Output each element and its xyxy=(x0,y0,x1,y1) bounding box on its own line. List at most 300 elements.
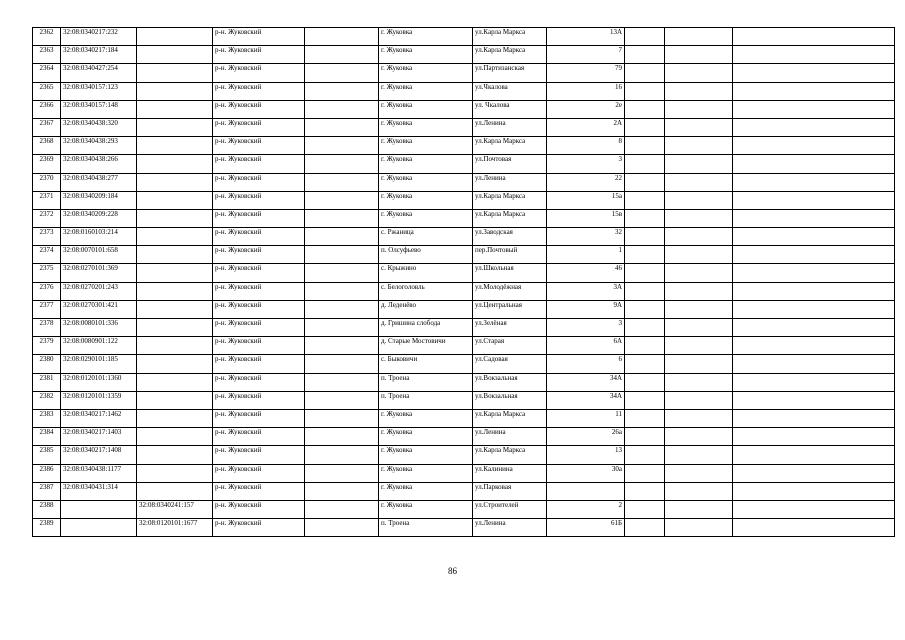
house-number-cell: 3А xyxy=(547,282,625,300)
row-number-cell: 2387 xyxy=(33,482,61,500)
empty-cell xyxy=(733,228,895,246)
district-cell: р-н. Жуковский xyxy=(213,409,305,427)
cadastral-number-cell: 32:08:0270101:369 xyxy=(61,264,137,282)
empty-cell xyxy=(305,300,379,318)
district-cell: р-н. Жуковский xyxy=(213,464,305,482)
empty-cell xyxy=(665,137,733,155)
row-number-cell: 2381 xyxy=(33,373,61,391)
house-number-cell: 6 xyxy=(547,355,625,373)
alt-cadastral-number-cell xyxy=(137,409,213,427)
cadastral-number-cell: 32:08:0340217:1462 xyxy=(61,409,137,427)
empty-cell xyxy=(305,228,379,246)
house-number-cell: 22 xyxy=(547,173,625,191)
district-cell: р-н. Жуковский xyxy=(213,373,305,391)
empty-cell xyxy=(625,337,665,355)
page-number: 86 xyxy=(448,566,457,576)
empty-cell xyxy=(625,82,665,100)
locality-cell: г. Жуковка xyxy=(379,446,473,464)
empty-cell xyxy=(733,82,895,100)
table-row xyxy=(33,228,895,246)
table-row xyxy=(33,100,895,118)
alt-cadastral-number-cell xyxy=(137,464,213,482)
district-cell: р-н. Жуковский xyxy=(213,391,305,409)
house-number-cell: 34А xyxy=(547,391,625,409)
empty-cell xyxy=(733,319,895,337)
locality-cell: г. Жуковка xyxy=(379,100,473,118)
empty-cell xyxy=(665,28,733,46)
row-number-cell: 2370 xyxy=(33,173,61,191)
cadastral-number-cell: 32:08:0160103:214 xyxy=(61,228,137,246)
table-row xyxy=(33,519,895,537)
empty-cell xyxy=(665,228,733,246)
property-registry-table xyxy=(32,27,895,537)
district-cell: р-н. Жуковский xyxy=(213,500,305,518)
house-number-cell: 61Б xyxy=(547,519,625,537)
empty-cell xyxy=(665,319,733,337)
empty-cell xyxy=(305,500,379,518)
empty-cell xyxy=(665,155,733,173)
street-cell: ул.Молодёжная xyxy=(473,282,547,300)
table-row xyxy=(33,137,895,155)
empty-cell xyxy=(733,500,895,518)
empty-cell xyxy=(305,373,379,391)
district-cell: р-н. Жуковский xyxy=(213,173,305,191)
row-number-cell: 2362 xyxy=(33,28,61,46)
alt-cadastral-number-cell xyxy=(137,428,213,446)
empty-cell xyxy=(305,28,379,46)
locality-cell: с. Быковичи xyxy=(379,355,473,373)
district-cell: р-н. Жуковский xyxy=(213,428,305,446)
empty-cell xyxy=(665,264,733,282)
alt-cadastral-number-cell xyxy=(137,82,213,100)
row-number-cell: 2374 xyxy=(33,246,61,264)
locality-cell: г. Жуковка xyxy=(379,64,473,82)
empty-cell xyxy=(733,337,895,355)
table-row xyxy=(33,264,895,282)
street-cell: ул.Старая xyxy=(473,337,547,355)
row-number-cell: 2384 xyxy=(33,428,61,446)
locality-cell: д. Леденёво xyxy=(379,300,473,318)
house-number-cell xyxy=(547,482,625,500)
row-number-cell: 2376 xyxy=(33,282,61,300)
locality-cell: г. Жуковка xyxy=(379,173,473,191)
row-number-cell: 2375 xyxy=(33,264,61,282)
table-row xyxy=(33,464,895,482)
empty-cell xyxy=(665,519,733,537)
alt-cadastral-number-cell xyxy=(137,282,213,300)
empty-cell xyxy=(305,409,379,427)
empty-cell xyxy=(305,337,379,355)
empty-cell xyxy=(665,64,733,82)
cadastral-number-cell: 32:08:0340209:228 xyxy=(61,209,137,227)
empty-cell xyxy=(733,282,895,300)
empty-cell xyxy=(305,82,379,100)
house-number-cell: 30а xyxy=(547,464,625,482)
empty-cell xyxy=(665,209,733,227)
table-row xyxy=(33,246,895,264)
street-cell: ул.Школьная xyxy=(473,264,547,282)
empty-cell xyxy=(625,409,665,427)
empty-cell xyxy=(625,482,665,500)
empty-cell xyxy=(305,155,379,173)
locality-cell: п. Троена xyxy=(379,391,473,409)
cadastral-number-cell: 32:08:0340217:1408 xyxy=(61,446,137,464)
alt-cadastral-number-cell: 32:08:0340241:157 xyxy=(137,500,213,518)
locality-cell: г. Жуковка xyxy=(379,28,473,46)
empty-cell xyxy=(665,82,733,100)
street-cell: ул.Зелёная xyxy=(473,319,547,337)
district-cell: р-н. Жуковский xyxy=(213,446,305,464)
district-cell: р-н. Жуковский xyxy=(213,264,305,282)
district-cell: р-н. Жуковский xyxy=(213,246,305,264)
empty-cell xyxy=(305,428,379,446)
table-row xyxy=(33,155,895,173)
empty-cell xyxy=(665,191,733,209)
empty-cell xyxy=(305,46,379,64)
empty-cell xyxy=(733,446,895,464)
table-body xyxy=(33,28,895,537)
row-number-cell: 2363 xyxy=(33,46,61,64)
cadastral-number-cell: 32:08:0340217:232 xyxy=(61,28,137,46)
cadastral-number-cell: 32:08:0120101:1360 xyxy=(61,373,137,391)
street-cell: ул.Карла Маркса xyxy=(473,46,547,64)
empty-cell xyxy=(625,464,665,482)
table-row xyxy=(33,28,895,46)
street-cell: ул.Заводская xyxy=(473,228,547,246)
district-cell: р-н. Жуковский xyxy=(213,100,305,118)
cadastral-number-cell: 32:08:0080101:336 xyxy=(61,319,137,337)
house-number-cell: 1 xyxy=(547,246,625,264)
house-number-cell: 13А xyxy=(547,28,625,46)
empty-cell xyxy=(625,191,665,209)
empty-cell xyxy=(733,519,895,537)
street-cell: ул.Вокзальная xyxy=(473,391,547,409)
empty-cell xyxy=(665,391,733,409)
empty-cell xyxy=(733,355,895,373)
empty-cell xyxy=(665,482,733,500)
empty-cell xyxy=(625,155,665,173)
empty-cell xyxy=(625,46,665,64)
row-number-cell: 2372 xyxy=(33,209,61,227)
empty-cell xyxy=(665,282,733,300)
house-number-cell: 2 xyxy=(547,500,625,518)
cadastral-number-cell: 32:08:0270201:243 xyxy=(61,282,137,300)
table-row xyxy=(33,282,895,300)
empty-cell xyxy=(733,28,895,46)
alt-cadastral-number-cell: 32:08:0120101:1677 xyxy=(137,519,213,537)
district-cell: р-н. Жуковский xyxy=(213,337,305,355)
cadastral-number-cell: 32:08:0340217:1403 xyxy=(61,428,137,446)
empty-cell xyxy=(305,173,379,191)
empty-cell xyxy=(625,519,665,537)
empty-cell xyxy=(733,428,895,446)
cadastral-number-cell: 32:08:0340217:184 xyxy=(61,46,137,64)
row-number-cell: 2369 xyxy=(33,155,61,173)
house-number-cell: 9А xyxy=(547,300,625,318)
district-cell: р-н. Жуковский xyxy=(213,482,305,500)
empty-cell xyxy=(625,118,665,136)
empty-cell xyxy=(625,428,665,446)
empty-cell xyxy=(625,355,665,373)
district-cell: р-н. Жуковский xyxy=(213,118,305,136)
house-number-cell: 16 xyxy=(547,82,625,100)
locality-cell: с. Ржаница xyxy=(379,228,473,246)
cadastral-number-cell xyxy=(61,519,137,537)
empty-cell xyxy=(625,64,665,82)
street-cell: ул.Чкалова xyxy=(473,82,547,100)
locality-cell: г. Жуковка xyxy=(379,209,473,227)
district-cell: р-н. Жуковский xyxy=(213,209,305,227)
alt-cadastral-number-cell xyxy=(137,373,213,391)
table-row xyxy=(33,391,895,409)
house-number-cell: 46 xyxy=(547,264,625,282)
table-row xyxy=(33,373,895,391)
locality-cell: г. Жуковка xyxy=(379,428,473,446)
cadastral-number-cell: 32:08:0340438:1177 xyxy=(61,464,137,482)
row-number-cell: 2367 xyxy=(33,118,61,136)
empty-cell xyxy=(733,264,895,282)
empty-cell xyxy=(665,246,733,264)
street-cell: ул.Садовая xyxy=(473,355,547,373)
street-cell: ул.Карла Маркса xyxy=(473,191,547,209)
street-cell: ул.Карла Маркса xyxy=(473,409,547,427)
street-cell: ул.Вокзальная xyxy=(473,373,547,391)
district-cell: р-н. Жуковский xyxy=(213,319,305,337)
alt-cadastral-number-cell xyxy=(137,155,213,173)
empty-cell xyxy=(305,209,379,227)
cadastral-number-cell: 32:08:0340209:184 xyxy=(61,191,137,209)
alt-cadastral-number-cell xyxy=(137,246,213,264)
empty-cell xyxy=(305,319,379,337)
table-row xyxy=(33,191,895,209)
street-cell: ул.Ленина xyxy=(473,173,547,191)
empty-cell xyxy=(733,46,895,64)
table-row xyxy=(33,500,895,518)
empty-cell xyxy=(625,373,665,391)
empty-cell xyxy=(733,191,895,209)
empty-cell xyxy=(625,173,665,191)
empty-cell xyxy=(625,28,665,46)
table-row xyxy=(33,409,895,427)
cadastral-number-cell: 32:08:0340438:320 xyxy=(61,118,137,136)
empty-cell xyxy=(733,464,895,482)
row-number-cell: 2380 xyxy=(33,355,61,373)
district-cell: р-н. Жуковский xyxy=(213,228,305,246)
cadastral-number-cell: 32:08:0120101:1359 xyxy=(61,391,137,409)
empty-cell xyxy=(665,464,733,482)
house-number-cell: 13 xyxy=(547,446,625,464)
house-number-cell: 7 xyxy=(547,46,625,64)
alt-cadastral-number-cell xyxy=(137,337,213,355)
house-number-cell: 34А xyxy=(547,373,625,391)
empty-cell xyxy=(625,446,665,464)
row-number-cell: 2373 xyxy=(33,228,61,246)
street-cell: ул.Строителей xyxy=(473,500,547,518)
empty-cell xyxy=(305,282,379,300)
empty-cell xyxy=(305,264,379,282)
locality-cell: п. Олсуфьево xyxy=(379,246,473,264)
empty-cell xyxy=(665,100,733,118)
empty-cell xyxy=(305,137,379,155)
empty-cell xyxy=(305,100,379,118)
cadastral-number-cell: 32:08:0340438:293 xyxy=(61,137,137,155)
cadastral-number-cell: 32:08:0080901:122 xyxy=(61,337,137,355)
empty-cell xyxy=(665,373,733,391)
cadastral-number-cell: 32:08:0340427:254 xyxy=(61,64,137,82)
cadastral-number-cell: 32:08:0290101:185 xyxy=(61,355,137,373)
street-cell: ул.Почтовая xyxy=(473,155,547,173)
row-number-cell: 2382 xyxy=(33,391,61,409)
empty-cell xyxy=(305,482,379,500)
locality-cell: г. Жуковка xyxy=(379,409,473,427)
locality-cell: с. Крыжино xyxy=(379,264,473,282)
locality-cell: с. Белоголовль xyxy=(379,282,473,300)
empty-cell xyxy=(733,246,895,264)
empty-cell xyxy=(733,300,895,318)
house-number-cell: 79 xyxy=(547,64,625,82)
empty-cell xyxy=(733,209,895,227)
street-cell: ул. Чкалова xyxy=(473,100,547,118)
district-cell: р-н. Жуковский xyxy=(213,282,305,300)
table-row xyxy=(33,337,895,355)
row-number-cell: 2371 xyxy=(33,191,61,209)
alt-cadastral-number-cell xyxy=(137,118,213,136)
cadastral-number-cell: 32:08:0340438:266 xyxy=(61,155,137,173)
table-row xyxy=(33,428,895,446)
street-cell: ул.Карла Маркса xyxy=(473,446,547,464)
empty-cell xyxy=(665,118,733,136)
empty-cell xyxy=(305,191,379,209)
locality-cell: г. Жуковка xyxy=(379,137,473,155)
row-number-cell: 2365 xyxy=(33,82,61,100)
locality-cell: г. Жуковка xyxy=(379,46,473,64)
table-row xyxy=(33,355,895,373)
district-cell: р-н. Жуковский xyxy=(213,519,305,537)
row-number-cell: 2368 xyxy=(33,137,61,155)
street-cell: ул.Центральная xyxy=(473,300,547,318)
empty-cell xyxy=(733,155,895,173)
locality-cell: п. Троена xyxy=(379,519,473,537)
empty-cell xyxy=(625,209,665,227)
empty-cell xyxy=(305,118,379,136)
empty-cell xyxy=(305,64,379,82)
locality-cell: г. Жуковка xyxy=(379,464,473,482)
empty-cell xyxy=(733,118,895,136)
house-number-cell: 2А xyxy=(547,118,625,136)
locality-cell: д. Старые Мостовичи xyxy=(379,337,473,355)
row-number-cell: 2385 xyxy=(33,446,61,464)
table-row xyxy=(33,300,895,318)
empty-cell xyxy=(305,446,379,464)
empty-cell xyxy=(625,500,665,518)
table-row xyxy=(33,446,895,464)
street-cell: ул.Карла Маркса xyxy=(473,137,547,155)
row-number-cell: 2379 xyxy=(33,337,61,355)
empty-cell xyxy=(665,46,733,64)
alt-cadastral-number-cell xyxy=(137,209,213,227)
cadastral-number-cell xyxy=(61,500,137,518)
alt-cadastral-number-cell xyxy=(137,173,213,191)
alt-cadastral-number-cell xyxy=(137,319,213,337)
empty-cell xyxy=(665,173,733,191)
empty-cell xyxy=(625,300,665,318)
cadastral-number-cell: 32:08:0340438:277 xyxy=(61,173,137,191)
row-number-cell: 2383 xyxy=(33,409,61,427)
cadastral-number-cell: 32:08:0070101:658 xyxy=(61,246,137,264)
empty-cell xyxy=(625,282,665,300)
empty-cell xyxy=(665,300,733,318)
row-number-cell: 2366 xyxy=(33,100,61,118)
empty-cell xyxy=(625,264,665,282)
empty-cell xyxy=(625,137,665,155)
alt-cadastral-number-cell xyxy=(137,228,213,246)
locality-cell: г. Жуковка xyxy=(379,500,473,518)
empty-cell xyxy=(665,500,733,518)
alt-cadastral-number-cell xyxy=(137,137,213,155)
locality-cell: г. Жуковка xyxy=(379,82,473,100)
locality-cell: п. Троена xyxy=(379,373,473,391)
house-number-cell: 3 xyxy=(547,319,625,337)
table-row xyxy=(33,64,895,82)
empty-cell xyxy=(733,409,895,427)
street-cell: ул.Калинина xyxy=(473,464,547,482)
house-number-cell: 11 xyxy=(547,409,625,427)
district-cell: р-н. Жуковский xyxy=(213,137,305,155)
cadastral-number-cell: 32:08:0340157:148 xyxy=(61,100,137,118)
table-row xyxy=(33,173,895,191)
house-number-cell: 15в xyxy=(547,209,625,227)
empty-cell xyxy=(733,137,895,155)
street-cell: ул.Карла Маркса xyxy=(473,209,547,227)
table-row xyxy=(33,82,895,100)
alt-cadastral-number-cell xyxy=(137,355,213,373)
row-number-cell: 2378 xyxy=(33,319,61,337)
empty-cell xyxy=(665,409,733,427)
alt-cadastral-number-cell xyxy=(137,46,213,64)
cadastral-number-cell: 32:08:0340431:314 xyxy=(61,482,137,500)
empty-cell xyxy=(665,446,733,464)
street-cell: ул.Ленина xyxy=(473,519,547,537)
alt-cadastral-number-cell xyxy=(137,482,213,500)
alt-cadastral-number-cell xyxy=(137,446,213,464)
empty-cell xyxy=(665,428,733,446)
table-row xyxy=(33,46,895,64)
district-cell: р-н. Жуковский xyxy=(213,28,305,46)
house-number-cell: 26а xyxy=(547,428,625,446)
alt-cadastral-number-cell xyxy=(137,100,213,118)
street-cell: ул.Ленина xyxy=(473,118,547,136)
empty-cell xyxy=(625,228,665,246)
alt-cadastral-number-cell xyxy=(137,191,213,209)
alt-cadastral-number-cell xyxy=(137,264,213,282)
alt-cadastral-number-cell xyxy=(137,28,213,46)
empty-cell xyxy=(305,355,379,373)
table-row xyxy=(33,209,895,227)
locality-cell: д. Гришина слобода xyxy=(379,319,473,337)
empty-cell xyxy=(305,519,379,537)
row-number-cell: 2377 xyxy=(33,300,61,318)
empty-cell xyxy=(625,100,665,118)
locality-cell: г. Жуковка xyxy=(379,155,473,173)
empty-cell xyxy=(625,319,665,337)
empty-cell xyxy=(733,482,895,500)
empty-cell xyxy=(733,100,895,118)
street-cell: ул.Карла Маркса xyxy=(473,28,547,46)
cadastral-number-cell: 32:08:0270301:421 xyxy=(61,300,137,318)
house-number-cell: 6А xyxy=(547,337,625,355)
empty-cell xyxy=(625,391,665,409)
district-cell: р-н. Жуковский xyxy=(213,46,305,64)
